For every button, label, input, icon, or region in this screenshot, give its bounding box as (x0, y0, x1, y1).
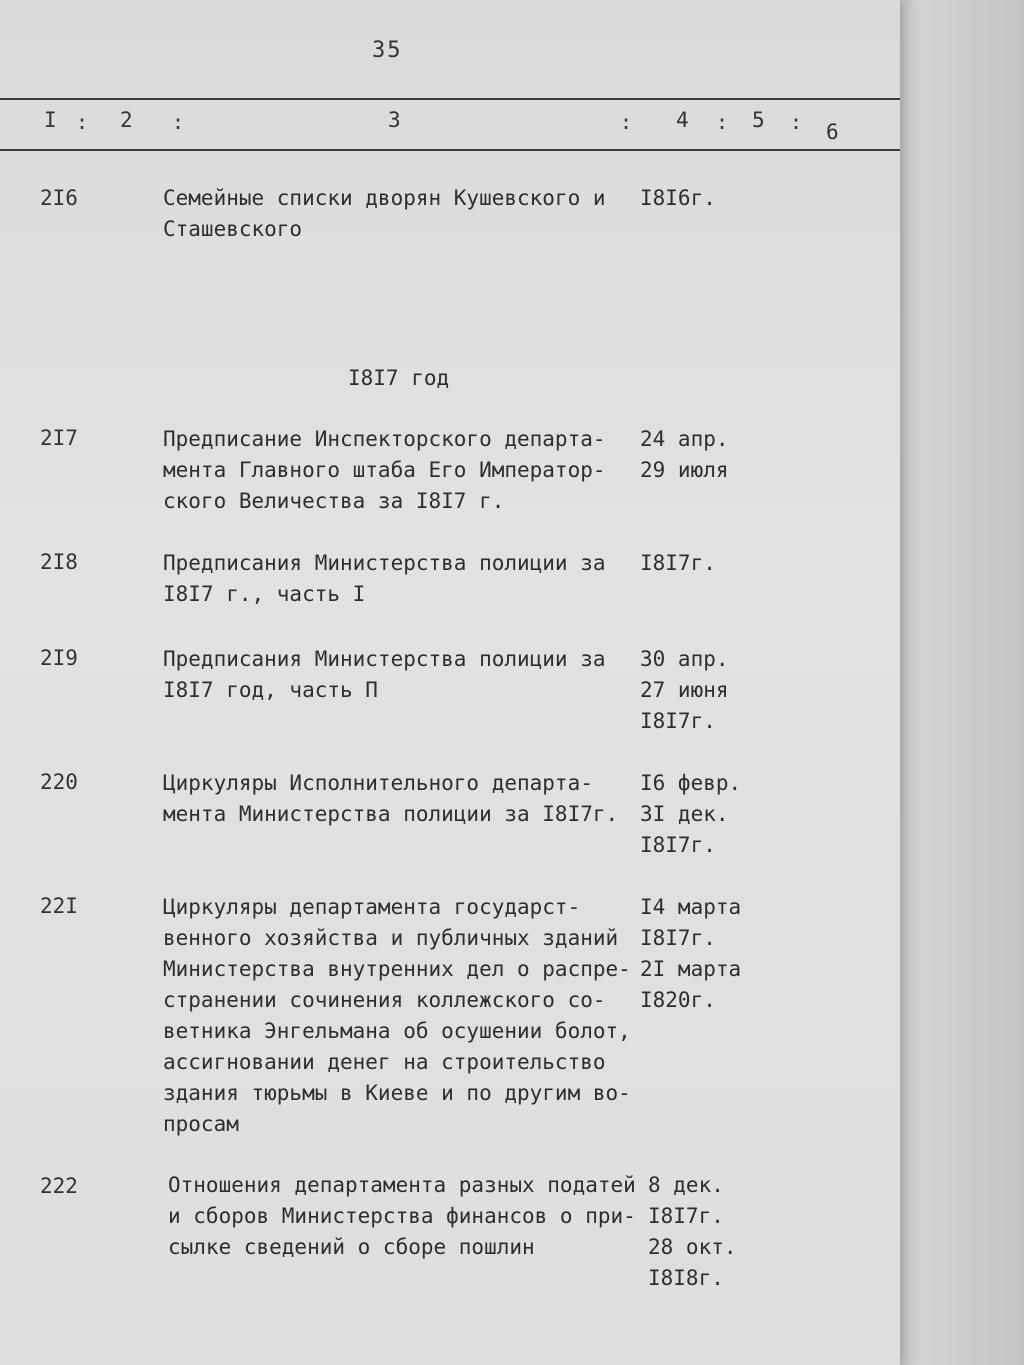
title-line: Семейные списки дворян Кушевского и (163, 186, 606, 210)
column-header-2: 2 (120, 108, 133, 132)
title-line: венного хозяйства и публичных зданий (163, 926, 619, 950)
date-line: 29 июля (640, 458, 729, 482)
column-separator: : (790, 110, 803, 134)
date-line: I4 марта (640, 895, 742, 919)
entry-title (163, 183, 606, 245)
date-line: I8I7г. (640, 709, 716, 733)
date-line: 28 окт. (648, 1235, 737, 1259)
title-line: Отношения департамента разных податей (168, 1173, 636, 1197)
title-line: мента Министерства полиции за I8I7г. (163, 802, 619, 826)
entry-number: 2I6 (40, 186, 78, 210)
entry-number: 22I (40, 894, 78, 918)
title-line: I8I7 г., часть I (163, 582, 366, 606)
entry-dates (640, 548, 716, 579)
title-line: сылке сведений о сборе пошлин (168, 1235, 535, 1259)
entry-dates (648, 1170, 737, 1294)
date-line: 24 апр. (640, 427, 729, 451)
title-line: ветника Энгельмана об осушении болот, (163, 1019, 631, 1043)
title-line: ского Величества за I8I7 г. (163, 489, 505, 513)
entry-dates (640, 892, 741, 1016)
date-line: I6 февр. (640, 771, 742, 795)
column-header-5: 5 (752, 108, 765, 132)
title-line: I8I7 год, часть П (163, 678, 378, 702)
title-line: Циркуляры департамента государст- (163, 895, 581, 919)
entry-number: 2I8 (40, 550, 78, 574)
title-line: и сборов Министерства финансов о при- (168, 1204, 636, 1228)
entry-dates (640, 183, 716, 214)
title-line: Предписание Инспекторского департа- (163, 427, 606, 451)
date-line: I8I7г. (640, 926, 716, 950)
column-separator: : (716, 110, 729, 134)
date-line: 2I марта (640, 957, 742, 981)
entry-title (163, 548, 606, 610)
table-header-top-rule (0, 98, 900, 100)
entry-number: 222 (40, 1174, 78, 1198)
title-line: Предписания Министерства полиции за (163, 551, 606, 575)
date-line: 30 апр. (640, 647, 729, 671)
title-line: Предписания Министерства полиции за (163, 647, 606, 671)
entry-title (163, 892, 631, 1140)
column-separator: : (76, 110, 89, 134)
title-line: Циркуляры Исполнительного департа- (163, 771, 593, 795)
date-line: 27 июня (640, 678, 729, 702)
entry-number: 2I9 (40, 646, 78, 670)
background-sheet (880, 0, 1024, 1365)
date-line: 3I дек. (640, 802, 729, 826)
column-header-1: I (44, 108, 57, 132)
title-line: здания тюрьмы в Киеве и по другим во- (163, 1081, 631, 1105)
entry-dates (640, 424, 729, 486)
entry-title (163, 424, 606, 517)
date-line: I8I7г. (648, 1204, 724, 1228)
year-heading: I8I7 год (348, 366, 450, 390)
table-header-bottom-rule (0, 149, 900, 151)
entry-title (168, 1170, 636, 1263)
entry-dates (640, 768, 741, 861)
date-line: I8I6г. (640, 186, 716, 210)
date-line: I820г. (640, 988, 716, 1012)
entry-dates (640, 644, 729, 737)
date-line: I8I7г. (640, 551, 716, 575)
column-header-3: 3 (388, 108, 401, 132)
date-line: 8 дек. (648, 1173, 724, 1197)
title-line: мента Главного штаба Его Император- (163, 458, 606, 482)
entry-title (163, 768, 618, 830)
page-number: 35 (372, 38, 403, 63)
date-line: I8I8г. (648, 1266, 724, 1290)
column-header-6: 6 (826, 120, 839, 144)
title-line: ассигновании денег на строительство (163, 1050, 606, 1074)
title-line: странении сочинения коллежского со- (163, 988, 606, 1012)
column-separator: : (172, 110, 185, 134)
title-line: Сташевского (163, 217, 303, 241)
date-line: I8I7г. (640, 833, 716, 857)
column-header-4: 4 (676, 108, 689, 132)
title-line: Министерства внутренних дел о распре- (163, 957, 631, 981)
column-separator: : (620, 110, 633, 134)
entry-number: 2I7 (40, 426, 78, 450)
title-line: просам (163, 1112, 239, 1136)
entry-number: 220 (40, 770, 78, 794)
entry-title (163, 644, 606, 706)
